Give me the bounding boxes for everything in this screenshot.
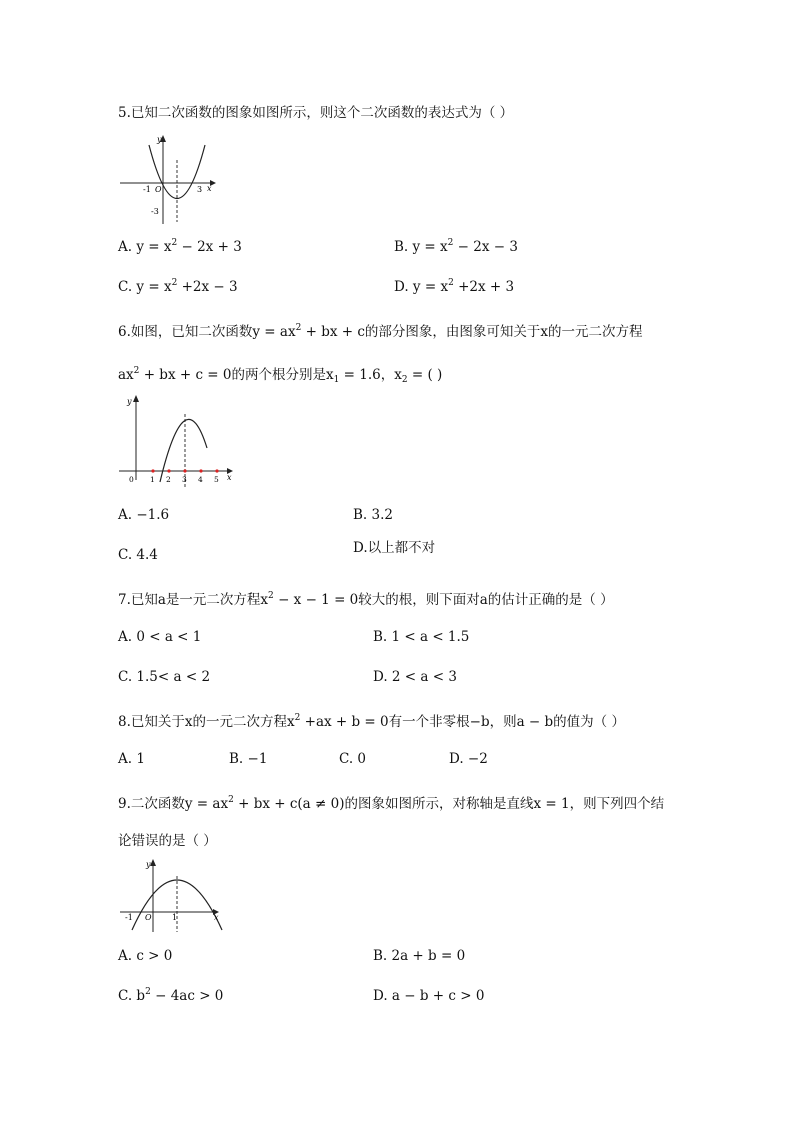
q8-option-b[interactable]: B. −1	[229, 751, 268, 767]
q8-option-c[interactable]: C. 0	[339, 751, 367, 767]
q5-tick-neg3: -3	[151, 207, 159, 216]
q6-tick-5: 5	[214, 475, 219, 484]
q7-option-d[interactable]: D. 2 < a < 3	[373, 669, 457, 685]
q7-option-b[interactable]: B. 1 < a < 1.5	[373, 629, 470, 645]
q6-parabola	[160, 419, 207, 482]
q9-y-arrow	[150, 859, 156, 866]
q6-tick-4: 4	[198, 475, 203, 484]
q6-y-label: y	[127, 397, 132, 406]
q9-origin-label: O	[145, 913, 152, 922]
q8-stem: 8.已知关于x的一元二次方程$x^2 +ax + b = 0$有一个非零根−b，则a − b的值为（ ）	[118, 713, 625, 730]
q5-option-a[interactable]: A. $y = x^2 - 2x + 3$	[118, 238, 242, 255]
q9-x-label: x	[214, 913, 219, 922]
q5-tick-neg1: -1	[143, 185, 151, 194]
q6-tick-2: 2	[166, 475, 171, 484]
q9-option-c[interactable]: C. $b^2 - 4ac > 0$	[118, 987, 224, 1004]
q5-tick-3: 3	[197, 185, 203, 194]
q8-option-d[interactable]: D. −2	[449, 751, 488, 767]
q6-stem-line2: $ax^2$ + bx + c = 0的两个根分别是$x_1 = 1.6$，$x_2$ = ( )	[118, 366, 443, 385]
q9-option-a[interactable]: A. c > 0	[118, 948, 173, 964]
q7-option-c[interactable]: C. 1.5< a < 2	[118, 669, 211, 685]
q5-stem: 5.已知二次函数的图象如图所示，则这个二次函数的表达式为（ ）	[118, 105, 514, 121]
q6-tick-0: 0	[129, 475, 134, 484]
q8-option-a[interactable]: A. 1	[118, 751, 145, 767]
q9-tick-1: 1	[172, 913, 178, 922]
q5-origin-label: O	[155, 185, 162, 194]
q6-tick-1: 1	[150, 475, 155, 484]
q5-figure	[115, 130, 225, 226]
q6-tick-3: 3	[182, 475, 187, 484]
q9-option-d[interactable]: D. a − b + c > 0	[373, 988, 485, 1004]
q6-tick-dot-3	[183, 469, 186, 472]
q9-y-label: y	[146, 860, 151, 869]
q6-y-arrow	[133, 395, 139, 402]
q7-option-a[interactable]: A. 0 < a < 1	[118, 629, 202, 645]
q5-option-d[interactable]: D. $y = x^2 +2x + 3$	[394, 278, 515, 295]
q7-stem: 7.已知a是一元二次方程$x^2 - x - 1 = 0$较大的根，则下面对a的估计正确的是（ ）	[118, 591, 614, 608]
q6-tick-dot-1	[151, 469, 154, 472]
q6-tick-dot-4	[199, 469, 202, 472]
q9-tick-neg1: -1	[125, 913, 133, 922]
q6-option-a[interactable]: A. −1.6	[118, 507, 170, 523]
q6-stem-line1: 6.如图，已知二次函数$y = ax^2$ + bx + c的部分图象，由图象可知关于x的一元二次方程	[118, 323, 643, 340]
q5-x-label: x	[207, 184, 212, 193]
q6-option-d[interactable]: D.以上都不对	[353, 540, 436, 556]
q9-stem-line2: 论错误的是（ ）	[118, 833, 217, 849]
q9-figure	[115, 856, 225, 938]
q6-option-b[interactable]: B. 3.2	[353, 507, 393, 523]
q6-figure	[115, 392, 240, 492]
q6-x-label: x	[227, 473, 232, 482]
q9-option-b[interactable]: B. 2a + b = 0	[373, 948, 466, 964]
q5-option-c[interactable]: C. $y = x^2 +2x - 3$	[118, 278, 238, 295]
q5-option-b[interactable]: B. $y = x^2 - 2x - 3$	[394, 238, 518, 255]
q5-y-label: y	[157, 135, 162, 144]
q6-option-c[interactable]: C. 4.4	[118, 547, 158, 563]
q6-tick-dot-2	[167, 469, 170, 472]
q9-stem-line1: 9.二次函数$y = ax^2$ + bx + c(a ≠ 0)的图象如图所示，对称轴是直线x = 1，则下列四个结	[118, 795, 665, 812]
q6-tick-dot-5	[215, 469, 218, 472]
